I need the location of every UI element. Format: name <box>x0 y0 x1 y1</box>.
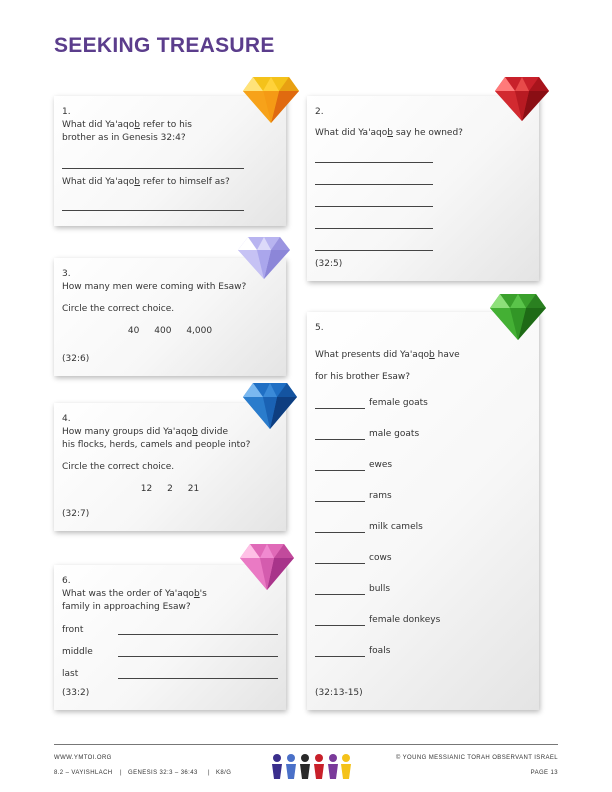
pink-gem-icon <box>240 540 294 590</box>
answer-line[interactable] <box>315 219 433 229</box>
footer-separator: | <box>208 770 210 776</box>
gift-row <box>315 553 531 565</box>
question-number: 2. <box>315 107 324 117</box>
gift-row <box>315 522 531 534</box>
instruction-text: Circle the correct choice. <box>62 304 175 314</box>
order-label: front <box>62 625 84 635</box>
gift-label: male goats <box>369 429 420 439</box>
answer-line[interactable] <box>315 524 365 533</box>
gift-label: cows <box>369 553 392 563</box>
answer-line[interactable] <box>315 175 433 185</box>
question-text: How many groups did Ya'aqob divide <box>62 427 229 437</box>
footer-divider <box>54 744 558 745</box>
gift-row <box>315 429 531 441</box>
gift-row <box>315 491 531 503</box>
footer-separator: | <box>120 770 122 776</box>
choice-option[interactable]: 40 <box>127 326 140 336</box>
order-row <box>62 668 278 681</box>
answer-line[interactable] <box>315 431 365 440</box>
choice-option[interactable]: 2 <box>167 484 173 494</box>
question-text: brother as in Genesis 32:4? <box>62 133 186 143</box>
question-number: 1. <box>62 107 71 117</box>
scripture-reference: (32:7) <box>62 509 90 519</box>
question-number: 6. <box>62 576 71 586</box>
order-label: last <box>62 669 79 679</box>
question-text: What presents did Ya'aqob have <box>315 350 460 360</box>
choice-list <box>62 325 278 338</box>
gift-label: rams <box>369 491 392 501</box>
gift-row <box>315 584 531 596</box>
footer-page-number: PAGE 13 <box>530 770 558 776</box>
gift-label: female donkeys <box>369 615 441 625</box>
answer-line[interactable] <box>315 400 365 409</box>
answer-line[interactable] <box>315 197 433 207</box>
question-text: for his brother Esaw? <box>315 372 411 382</box>
scripture-reference: (32:13-15) <box>315 688 363 698</box>
blue-gem-icon <box>243 379 297 429</box>
choice-option[interactable]: 21 <box>187 484 200 494</box>
page-title: SEEKING TREASURE <box>54 34 275 57</box>
footer-copyright: © YOUNG MESSIANIC TORAH OBSERVANT ISRAEL <box>395 755 558 761</box>
order-label: middle <box>62 647 93 657</box>
gift-label: milk camels <box>369 522 423 532</box>
gift-row <box>315 460 531 472</box>
question-text: What was the order of Ya'aqob's <box>62 589 207 599</box>
lavender-gem-icon <box>238 233 290 279</box>
question-text: family in approaching Esaw? <box>62 602 191 612</box>
gift-label: foals <box>369 646 391 656</box>
gift-row <box>315 615 531 627</box>
answer-line[interactable] <box>315 586 365 595</box>
answer-line[interactable] <box>315 555 365 564</box>
footer-grade: K8/G <box>216 770 232 776</box>
answer-line[interactable] <box>315 462 365 471</box>
answer-line[interactable] <box>315 648 365 657</box>
scripture-reference: (32:5) <box>315 259 343 269</box>
answer-line[interactable] <box>118 648 278 657</box>
question-number: 5. <box>315 323 324 333</box>
order-row <box>62 646 278 659</box>
answer-line[interactable] <box>62 159 244 169</box>
gift-row <box>315 646 531 658</box>
answer-line[interactable] <box>118 626 278 635</box>
answer-line[interactable] <box>315 493 365 502</box>
scripture-reference: (32:6) <box>62 354 90 364</box>
question-number: 3. <box>62 269 71 279</box>
question-number: 4. <box>62 414 71 424</box>
choice-option[interactable]: 4,000 <box>186 326 213 336</box>
question-card-2 <box>307 96 539 281</box>
footer-reference: GENESIS 32:3 – 36:43 <box>128 770 198 776</box>
red-gem-icon <box>495 73 549 121</box>
question-text: How many men were coming with Esaw? <box>62 282 247 292</box>
green-gem-icon <box>490 290 546 340</box>
footer-website[interactable]: WWW.YMTOI.ORG <box>54 755 112 761</box>
order-row <box>62 624 278 637</box>
choice-list <box>62 483 278 496</box>
question-text: What did Ya'aqob say he owned? <box>315 128 463 138</box>
answer-line[interactable] <box>62 201 244 211</box>
gift-row <box>315 398 531 410</box>
scripture-reference: (33:2) <box>62 688 90 698</box>
yellow-gem-icon <box>243 73 299 123</box>
gift-label: bulls <box>369 584 391 594</box>
answer-line[interactable] <box>315 153 433 163</box>
question-card-5 <box>307 312 539 710</box>
answer-line[interactable] <box>118 670 278 679</box>
instruction-text: Circle the correct choice. <box>62 462 175 472</box>
question-text: What did Ya'aqob refer to his <box>62 120 192 130</box>
gift-label: female goats <box>369 398 428 408</box>
question-text: his flocks, herds, camels and people into? <box>62 440 251 450</box>
answer-line[interactable] <box>315 617 365 626</box>
footer-portion: 8.2 – VAYISHLACH <box>54 770 113 776</box>
question-text: What did Ya'aqob refer to himself as? <box>62 177 230 187</box>
choice-option[interactable]: 12 <box>140 484 153 494</box>
gift-label: ewes <box>369 460 393 470</box>
ymtoi-logo-icon <box>270 752 352 780</box>
answer-line[interactable] <box>315 241 433 251</box>
choice-option[interactable]: 400 <box>154 326 172 336</box>
